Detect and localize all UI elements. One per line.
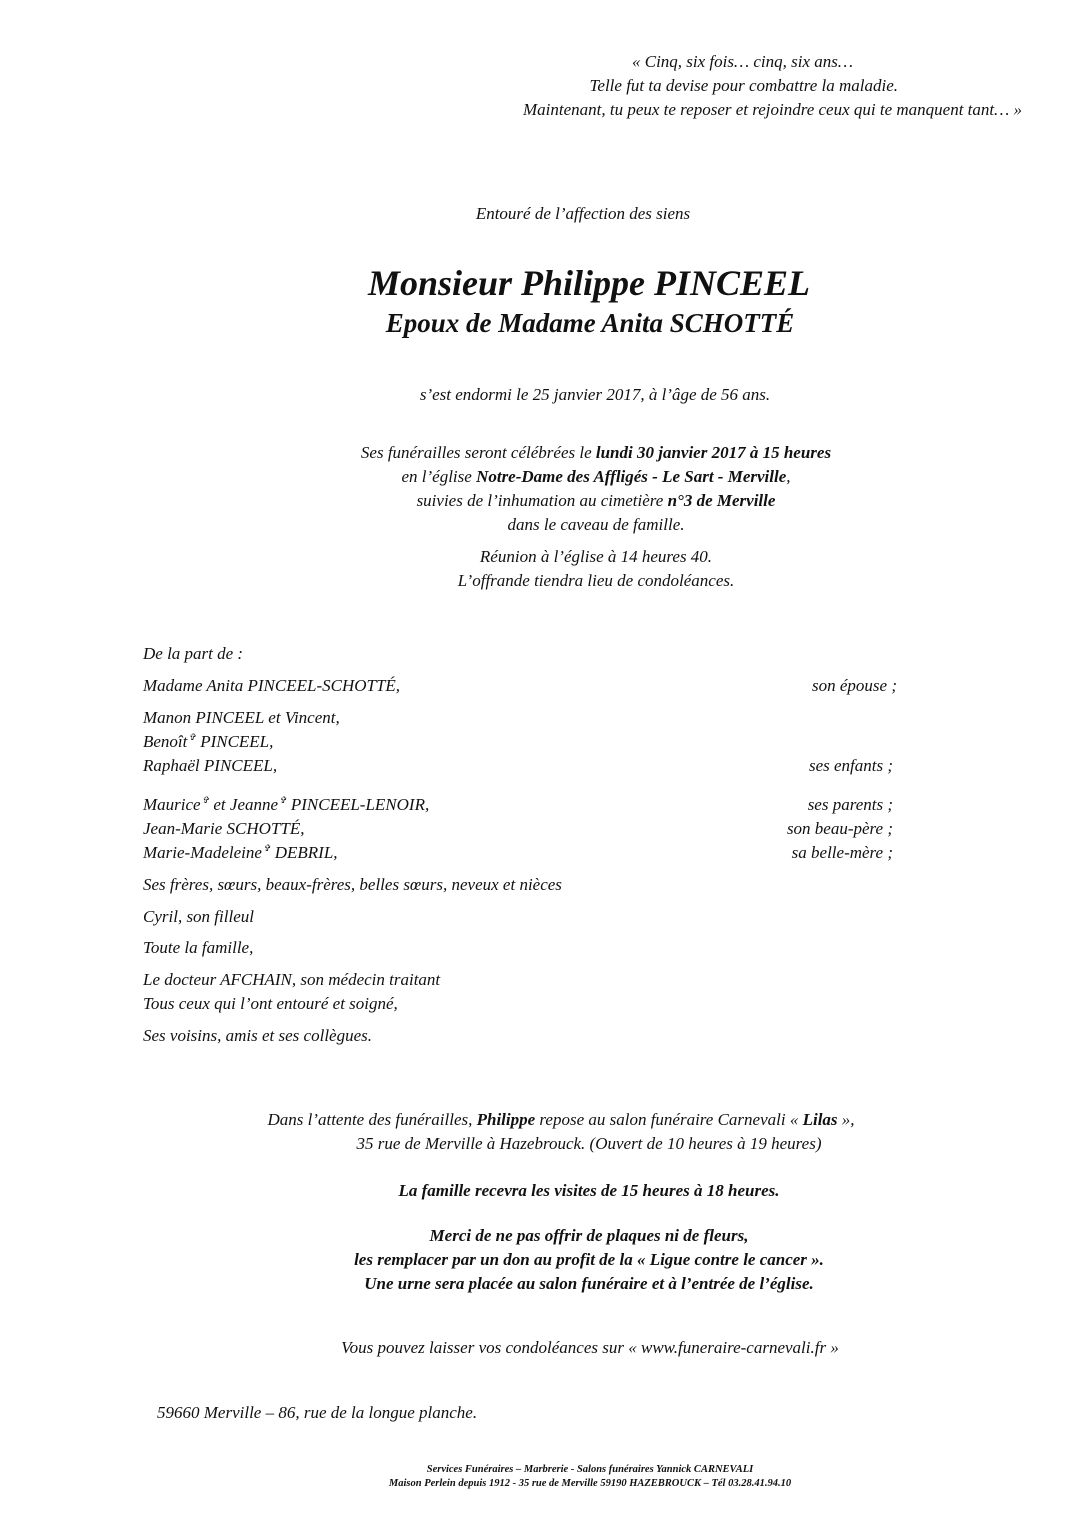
cross-icon: ✞ <box>279 795 287 805</box>
church-name: Notre-Dame des Affligés - Le Sart - Merville <box>476 467 787 486</box>
child-2-last-name: PINCEEL, <box>195 732 274 751</box>
cross-icon: ✞ <box>201 795 210 805</box>
quote-line-1: « Cinq, six fois… cinq, six ans… <box>631 52 853 71</box>
quote-line-3: Maintenant, tu peux te reposer et rejoindre ceux qui te manquent tant… » <box>522 100 1022 119</box>
cross-icon: ✞ <box>262 843 271 853</box>
wake-salon-name: Lilas <box>802 1110 838 1129</box>
wake-salon-close: », <box>837 1110 855 1129</box>
wake-first-name: Philippe <box>476 1110 536 1129</box>
family-godson: Cyril, son filleul <box>143 907 254 926</box>
family-child-2 <box>143 730 273 754</box>
burial-intro: suivies de l’inhumation au cimetière <box>416 491 668 510</box>
family-mother-in-law-role: sa belle-mère ; <box>791 843 893 862</box>
family-child-1: Manon PINCEEL et Vincent, <box>143 708 340 727</box>
death-notice: s’est endormi le 25 janvier 2017, à l’âge de 56 ans. <box>419 385 771 404</box>
wake-line-1 <box>0 1108 1075 1132</box>
wake-intro: Dans l’attente des funérailles, <box>267 1110 477 1129</box>
flowers-line-1: Merci de ne pas offrir de plaques ni de fleurs, <box>429 1226 749 1245</box>
family-parents-role: ses parents ; <box>807 795 893 814</box>
family-father-in-law: Jean-Marie SCHOTTÉ, <box>143 819 305 838</box>
family-spouse-name: Madame Anita PINCEEL-SCHOTTÉ, <box>143 676 401 695</box>
family-spouse-role: son épouse ; <box>812 676 897 695</box>
funeral-line-3 <box>0 489 1075 513</box>
wake-salon-intro: repose au salon funéraire Carnevali « <box>535 1110 803 1129</box>
funeral-line-1 <box>0 441 1075 465</box>
wake-line-2: 35 rue de Merville à Hazebrouck. (Ouvert de 10 heures à 19 heures) <box>356 1134 822 1153</box>
church-intro: en l’église <box>401 467 477 486</box>
mother-in-law-surname: DEBRIL, <box>270 843 338 862</box>
child-2-first-name: Benoît <box>143 732 188 751</box>
deceased-name: Monsieur Philippe PINCEEL <box>367 263 811 303</box>
family-father-in-law-role: son beau-père ; <box>786 819 893 838</box>
intro-text: Entouré de l’affection des siens <box>475 204 691 223</box>
family-siblings: Ses frères, sœurs, beaux-frères, belles sœurs, neveux et nièces <box>143 875 562 894</box>
family-all: Toute la famille, <box>143 938 254 957</box>
family-child-3: Raphaël PINCEEL, <box>143 756 278 775</box>
cemetery-name: n°3 de Merville <box>667 491 776 510</box>
deceased-spouse: Epoux de Madame Anita SCHOTTÉ <box>385 308 795 338</box>
flowers-line-2: les remplacer par un don au profit de la « Ligue contre le cancer ». <box>354 1250 824 1269</box>
footer-line-2: Maison Perlein depuis 1912 - 35 rue de Merville 59190 HAZEBROUCK – Tél 03.28.41.94.10 <box>388 1478 792 1489</box>
family-caregivers: Tous ceux qui l’ont entouré et soigné, <box>143 994 398 1013</box>
mother-name: et Jeanne <box>209 795 279 814</box>
home-address: 59660 Merville – 86, rue de la longue planche. <box>157 1403 478 1422</box>
parents-surname: PINCEEL-LENOIR, <box>286 795 430 814</box>
quote-line-2: Telle fut ta devise pour combattre la maladie. <box>589 76 898 95</box>
funeral-line-2 <box>0 465 1075 489</box>
church-comma: , <box>786 467 791 486</box>
footer-line-1: Services Funéraires – Marbrerie - Salons funéraires Yannick CARNEVALI <box>426 1464 754 1475</box>
family-doctor: Le docteur AFCHAIN, son médecin traitant <box>143 970 441 989</box>
visits-text: La famille recevra les visites de 15 heures à 18 heures. <box>398 1181 780 1200</box>
cross-icon: ✞ <box>188 732 196 742</box>
funeral-date-intro: Ses funérailles seront célébrées le <box>360 443 596 462</box>
mother-in-law-first-name: Marie-Madeleine <box>143 843 262 862</box>
offering-text: L’offrande tiendra lieu de condoléances. <box>457 571 735 590</box>
family-children-role: ses enfants ; <box>808 756 893 775</box>
funeral-date: lundi 30 janvier 2017 à 15 heures <box>595 443 832 462</box>
condolences-text: Vous pouvez laisser vos condoléances sur « www.funeraire-carnevali.fr » <box>341 1338 839 1357</box>
meeting-text: Réunion à l’église à 14 heures 40. <box>479 547 713 566</box>
father-name: Maurice <box>143 795 201 814</box>
family-neighbors: Ses voisins, amis et ses collègues. <box>143 1026 372 1045</box>
family-heading: De la part de : <box>143 644 244 663</box>
funeral-line-4: dans le caveau de famille. <box>507 515 685 534</box>
flowers-line-3: Une urne sera placée au salon funéraire et à l’entrée de l’église. <box>364 1274 814 1293</box>
